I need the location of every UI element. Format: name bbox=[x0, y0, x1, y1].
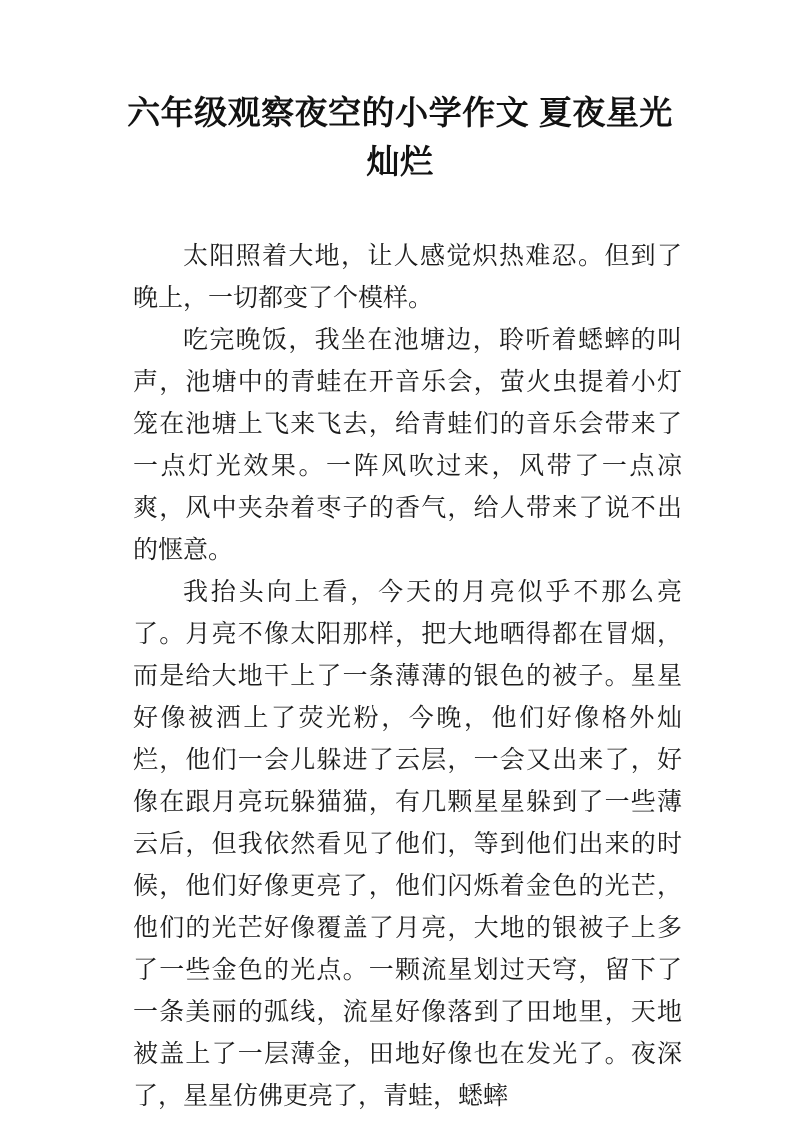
essay-paragraph-1: 太阳照着大地，让人感觉炽热难忍。但到了晚上，一切都变了个模样。 bbox=[133, 243, 682, 312]
essay-title bbox=[117, 88, 683, 186]
essay-title-line-2: 灿烂 bbox=[366, 143, 434, 180]
essay-paragraph-2: 吃完晚饭，我坐在池塘边，聆听着蟋蟀的叫声，池塘中的青蛙在开音乐会，萤火虫提着小灯笼在池塘上飞来飞去，给青蛙们的音乐会带来了一点灯光效果。一阵风吹过来，风带了一点凉爽，风中夹杂着枣子的香气，给人带来了说不出的惬意。 bbox=[133, 327, 682, 564]
essay-title-line-1: 六年级观察夜空的小学作文 夏夜星光 bbox=[127, 94, 673, 131]
essay-body bbox=[133, 236, 682, 1118]
essay-paragraph-3: 我抬头向上看，今天的月亮似乎不那么亮了。月亮不像太阳那样，把大地晒得都在冒烟，而是给大地干上了一条薄薄的银色的被子。星星好像被洒上了荧光粉，今晚，他们好像格外灿烂，他们一会儿躲进了云层，一会又出来了，好像在跟月亮玩躲猫猫，有几颗星星躲到了一些薄云后，但我依然看见了他们，等到他们出来的时候，他们好像更亮了，他们闪烁着金色的光芒，他们的光芒好像覆盖了月亮，大地的银被子上多了一些金色的光点。一颗流星划过天穹，留下了一条美丽的弧线，流星好像落到了田地里，天地被盖上了一层薄金，田地好像也在发光了。夜深了，星星仿佛更亮了，青蛙，蟋蟀 bbox=[133, 579, 682, 1110]
